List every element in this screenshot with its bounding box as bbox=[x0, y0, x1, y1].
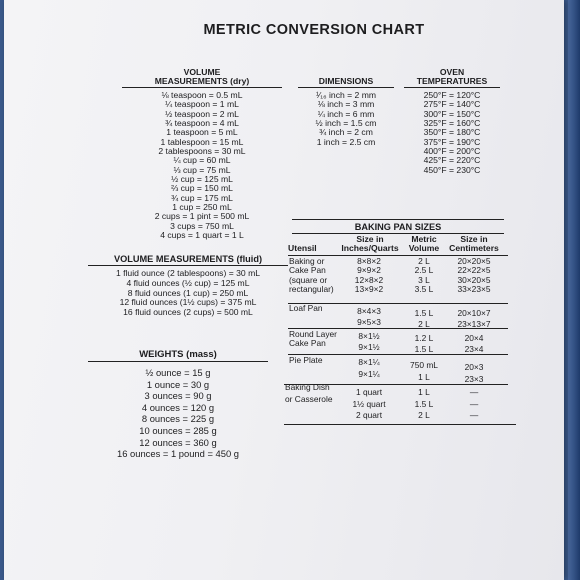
dimension-item: ½ inch = 1.5 cm bbox=[315, 118, 377, 129]
oven-section bbox=[404, 68, 500, 175]
oven-list bbox=[404, 91, 500, 175]
volume-dry-item: ½ teaspoon = 2 mL bbox=[165, 108, 239, 119]
oven-temp-item: 425°F = 220°C bbox=[423, 155, 481, 166]
dimensions-heading: DIMENSIONS bbox=[298, 77, 394, 88]
volume-dry-item: 3 cups = 750 mL bbox=[170, 220, 234, 231]
oven-temp-item: 375°F = 190°C bbox=[423, 136, 481, 147]
volume-dry-item: 1 cup = 250 mL bbox=[172, 202, 232, 213]
row1-utensil: Baking or Cake Pan (square or rectangular) bbox=[289, 256, 334, 294]
row3-size: 8×1½ 9×1½ bbox=[358, 331, 380, 352]
volume-dry-item: ⅔ cup = 150 mL bbox=[171, 183, 233, 194]
col-metric-header: Metric Volume bbox=[408, 234, 440, 254]
col-utensil-header: Utensil bbox=[288, 243, 317, 253]
volume-dry-item: ¾ teaspoon = 4 mL bbox=[165, 118, 239, 129]
volume-fluid-item: 1 fluid ounce (2 tablespoons) = 30 mL bbox=[115, 268, 261, 278]
col-size-header: Size in Inches/Quarts bbox=[341, 234, 399, 254]
row2-metric: 1.5 L 2 L bbox=[414, 308, 434, 329]
row4-size: 8×1¼ 9×1¼ bbox=[358, 357, 380, 379]
oven-temp-item: 300°F = 150°C bbox=[423, 108, 481, 119]
volume-fluid-section bbox=[88, 254, 288, 318]
volume-fluid-item: 8 fluid ounces (1 cup) = 250 mL bbox=[127, 287, 249, 298]
row1-cm: 20×20×5 22×22×5 30×20×5 33×23×5 bbox=[457, 256, 491, 294]
dimensions-section bbox=[298, 77, 394, 147]
volume-dry-item: 1 teaspoon = 5 mL bbox=[166, 127, 238, 138]
weight-item: 3 ounces = 90 g bbox=[144, 390, 212, 402]
col-cm-header: Size in Centimeters bbox=[449, 234, 499, 254]
row5-utensil: Baking Dish or Casserole bbox=[285, 382, 333, 404]
weights-section bbox=[88, 349, 268, 460]
volume-dry-item: ½ cup = 125 mL bbox=[171, 174, 233, 185]
oven-temp-item: 350°F = 180°C bbox=[423, 127, 481, 138]
weight-item: 10 ounces = 285 g bbox=[139, 424, 217, 436]
row3-utensil: Round Layer Cake Pan bbox=[289, 329, 337, 349]
row4-utensil: Pie Plate bbox=[289, 355, 323, 365]
volume-fluid-item: 16 fluid ounces (2 cups) = 500 mL bbox=[123, 307, 253, 318]
weights-heading: WEIGHTS (mass) bbox=[88, 349, 268, 362]
row2-cm: 20×10×7 23×13×7 bbox=[457, 308, 491, 329]
baking-bottom-rule bbox=[284, 424, 516, 425]
volume-dry-item: ⅓ cup = 75 mL bbox=[173, 164, 231, 175]
dimension-item: ⅛ inch = 3 mm bbox=[317, 99, 375, 110]
volume-dry-heading-line1: VOLUME bbox=[183, 67, 221, 77]
row5-cm: — — — bbox=[469, 387, 479, 420]
oven-temp-item: 275°F = 140°C bbox=[423, 99, 481, 110]
oven-temp-item: 250°F = 120°C bbox=[423, 90, 481, 100]
oven-temp-item: 325°F = 160°C bbox=[423, 118, 481, 129]
volume-fluid-item: 4 fluid ounces (½ cup) = 125 mL bbox=[126, 277, 250, 288]
volume-dry-section bbox=[122, 68, 282, 241]
row4-metric: 750 mL 1 L bbox=[410, 360, 438, 382]
volume-dry-item: 1 tablespoon = 15 mL bbox=[160, 136, 244, 147]
oven-heading-line2: TEMPERATURES bbox=[404, 77, 500, 88]
weight-item: 4 ounces = 120 g bbox=[141, 401, 215, 413]
volume-dry-heading-line2: MEASUREMENTS (dry) bbox=[122, 77, 282, 88]
volume-dry-item: 2 cups = 1 pint = 500 mL bbox=[154, 211, 250, 222]
dimensions-list bbox=[298, 91, 394, 147]
volume-fluid-heading: VOLUME MEASUREMENTS (fluid) bbox=[88, 254, 288, 266]
baking-top-rule bbox=[292, 219, 504, 220]
dimension-item: ¹⁄₁₆ inch = 2 mm bbox=[315, 90, 377, 100]
volume-dry-item: ¾ cup = 175 mL bbox=[171, 192, 233, 203]
row5-size: 1 quart 1½ quart 2 quart bbox=[352, 387, 386, 420]
page-edge bbox=[568, 0, 580, 580]
volume-fluid-item: 12 fluid ounces (1½ cups) = 375 mL bbox=[119, 297, 257, 308]
weight-item: 1 ounce = 30 g bbox=[146, 378, 210, 390]
row4-cm: 20×3 23×3 bbox=[464, 362, 484, 384]
dimension-item: ¼ inch = 6 mm bbox=[317, 108, 375, 119]
dimension-item: ¾ inch = 2 cm bbox=[319, 127, 373, 138]
dimension-item: 1 inch = 2.5 cm bbox=[316, 136, 376, 147]
page-title: METRIC CONVERSION CHART bbox=[203, 22, 425, 38]
volume-dry-item: ¼ cup = 60 mL bbox=[173, 155, 231, 166]
baking-heading: BAKING PAN SIZES bbox=[354, 222, 442, 232]
row2-utensil: Loaf Pan bbox=[289, 303, 323, 313]
weight-item: 12 ounces = 360 g bbox=[139, 436, 217, 448]
row3-metric: 1.2 L 1.5 L bbox=[414, 333, 434, 354]
volume-dry-item: ⅛ teaspoon = 0.5 mL bbox=[161, 90, 243, 100]
oven-temp-item: 400°F = 200°C bbox=[423, 146, 481, 157]
row3-cm: 20×4 23×4 bbox=[464, 333, 484, 354]
volume-dry-item: 4 cups = 1 quart = 1 L bbox=[160, 230, 244, 241]
weight-item: 8 ounces = 225 g bbox=[141, 413, 215, 425]
volume-dry-item: ¼ teaspoon = 1 mL bbox=[165, 99, 239, 110]
row2-size: 8×4×3 9×5×3 bbox=[357, 306, 381, 327]
row1-size: 8×8×2 9×9×2 12×8×2 13×9×2 bbox=[354, 256, 384, 294]
document-page bbox=[4, 0, 564, 580]
weight-item: 16 ounces = 1 pound = 450 g bbox=[117, 448, 239, 460]
oven-heading-line1: OVEN bbox=[439, 67, 465, 77]
row1-metric: 2 L 2.5 L 3 L 3.5 L bbox=[414, 256, 434, 294]
volume-dry-item: 2 tablespoons = 30 mL bbox=[158, 146, 246, 157]
volume-dry-list bbox=[122, 91, 282, 241]
oven-temp-item: 450°F = 230°C bbox=[423, 164, 481, 175]
weight-item: ½ ounce = 15 g bbox=[145, 367, 211, 378]
volume-fluid-list bbox=[88, 269, 288, 318]
weights-list bbox=[88, 367, 268, 460]
row5-metric: 1 L 1.5 L 2 L bbox=[414, 387, 434, 420]
